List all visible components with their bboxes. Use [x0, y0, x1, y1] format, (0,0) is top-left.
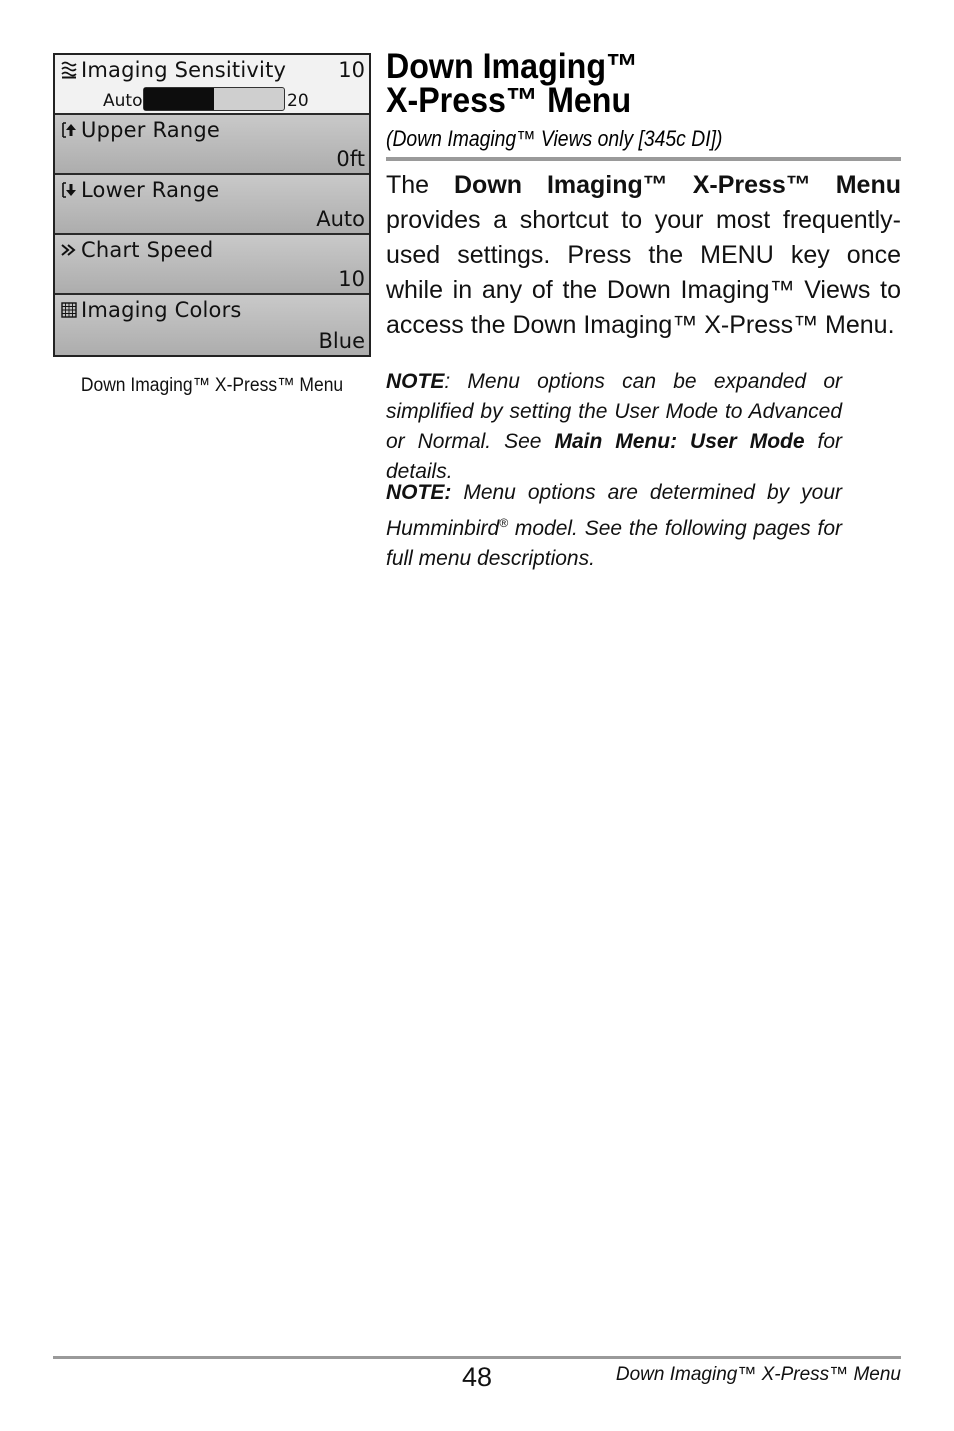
figure-caption: Down Imaging™ X-Press™ Menu — [80, 375, 344, 396]
menu-item-lower-range[interactable] — [55, 175, 369, 235]
menu-item-upper-range[interactable] — [55, 115, 369, 175]
sensitivity-slider[interactable] — [143, 87, 285, 111]
palette-icon — [60, 301, 78, 319]
menu-item-imaging-sensitivity[interactable] — [55, 55, 369, 115]
menu-item-label: Lower Range — [81, 178, 220, 202]
note-text: : Menu options can be expanded or simplified by setting the User Mode to Advanced or Normal. See — [386, 370, 842, 453]
note-text: Menu options are determined by your Humminbird — [386, 481, 842, 540]
note-text: for details. — [386, 430, 843, 483]
menu-item-label: Chart Speed — [81, 238, 214, 262]
menu-item-label: Imaging Sensitivity — [81, 58, 287, 82]
menu-item-value: Auto — [316, 207, 365, 231]
menu-item-value: 0ft — [336, 147, 365, 171]
menu-item-value: 10 — [338, 267, 365, 291]
body-strong: Down Imaging™ X-Press™ Menu — [454, 171, 901, 199]
body-lead: The — [386, 171, 454, 199]
menu-item-chart-speed[interactable] — [55, 235, 369, 295]
x-press-menu-screenshot — [53, 53, 371, 357]
note-user-mode — [386, 367, 842, 487]
registered-mark: ® — [499, 516, 509, 530]
footer-divider — [53, 1356, 901, 1359]
menu-item-imaging-colors[interactable] — [55, 295, 369, 355]
sensitivity-icon — [60, 61, 78, 79]
range-down-icon — [60, 181, 78, 199]
sensitivity-slider-fill — [144, 88, 214, 110]
note-label: NOTE: — [386, 481, 452, 504]
menu-item-value: 10 — [338, 58, 365, 82]
note-label: NOTE — [386, 370, 445, 393]
chart-speed-icon — [60, 241, 78, 259]
range-up-icon — [60, 121, 78, 139]
menu-item-label: Upper Range — [81, 118, 221, 142]
footer-section-title: Down Imaging™ X-Press™ Menu — [615, 1364, 901, 1385]
page-title — [386, 47, 639, 120]
note-reference-link[interactable]: Main Menu: User Mode — [554, 430, 805, 453]
title-line-1: Down Imaging™ — [386, 47, 639, 86]
note-text: model. See the following pages for full menu descriptions. — [386, 517, 842, 570]
title-line-2: X-Press™ Menu — [386, 81, 632, 120]
sensitivity-max-label: 20 — [287, 91, 309, 111]
body-paragraph — [386, 168, 901, 343]
note-model — [386, 478, 842, 574]
page-subtitle: (Down Imaging™ Views only [345c DI]) — [386, 126, 723, 151]
menu-item-value: Blue — [318, 329, 365, 353]
menu-item-label: Imaging Colors — [81, 298, 242, 322]
page-number: 48 — [462, 1362, 493, 1392]
body-rest: provides a shortcut to your most frequently-used settings. Press the MENU key once while in any of the Down Imaging™ Views to access the Down Imaging™ X-Press™ Menu. — [386, 206, 901, 339]
section-divider — [386, 157, 901, 161]
sensitivity-min-label: Auto — [103, 91, 143, 111]
